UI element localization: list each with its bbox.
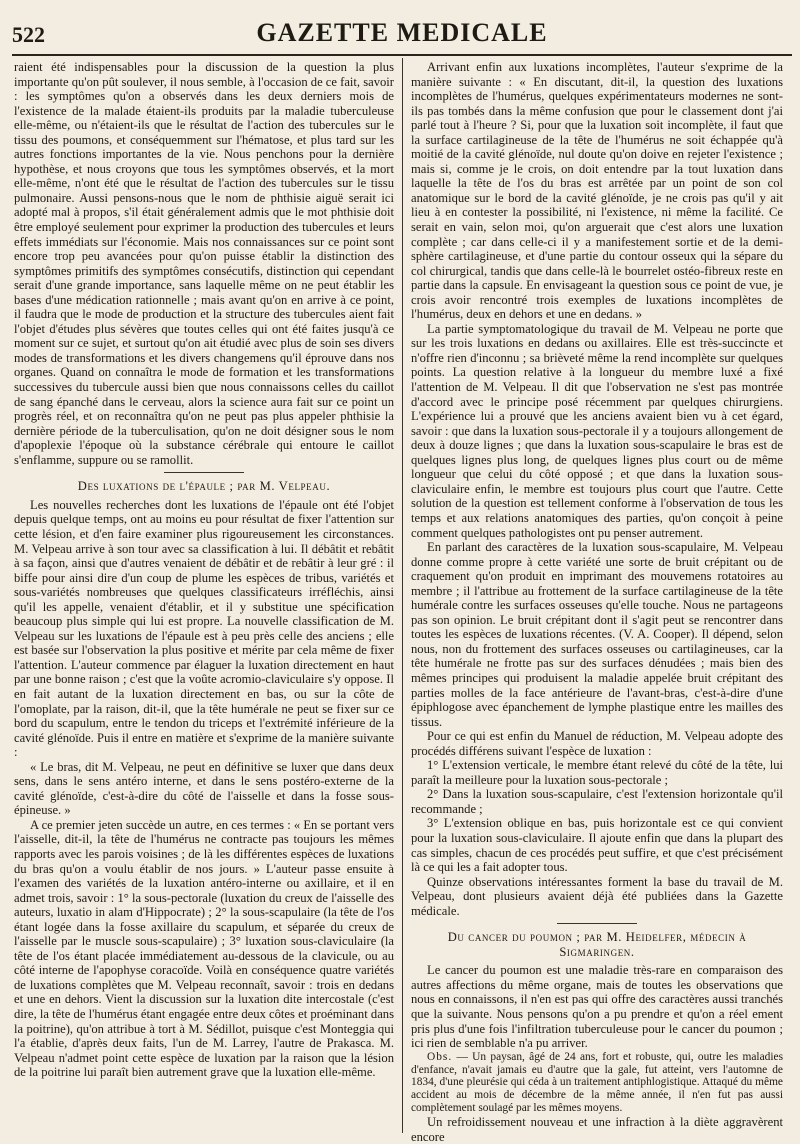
section-separator [557, 923, 637, 924]
column-divider [402, 58, 403, 1133]
left-column [14, 60, 394, 1133]
page-number: 522 [12, 22, 45, 47]
paragraph: Pour ce qui est enfin du Manuel de réduction, M. Velpeau adopte des procédés différens suivant l'espèce de luxation : [411, 729, 783, 758]
paragraph: Le cancer du poumon est une maladie très-rare en comparaison des autres affections du même organe, mais de toutes les observations que nous en connaissons, il n'en est pas qui offre des caractères aussi tranchés que la suivante. Nous pensons qu'on a pu prendre et qu'on a réel ement pris plus d'une fois l'infiltration tuberculeuse pour le cancer du poumon ; ici rien de semblable n'a pu arriver. [411, 963, 783, 1051]
paragraph: « Le bras, dit M. Velpeau, ne peut en définitive se luxer que dans deux sens, dans le sens antéro interne, et dans le sens postéro-externe de la cavité glénoïde, c'est-à-dire du côté de l'aisselle et dans la fosse sous-épineuse. » [14, 759, 394, 818]
observation-text: — Un paysan, âgé de 24 ans, fort et robuste, qui, outre les maladies d'enfance, n'avait jamais eu d'autre que la gale, fut atteint, vers l'automne de 1834, d'une pleurésie qui céda à un traitement antiphlogistique. Attaqué du même accident au mois de décembre de la même année, il n'en fut pas aussi complètement soulagé par les mêmes moyens. [411, 1050, 783, 1115]
paragraph: raient été indispensables pour la discussion de la question la plus importante qu'on pût soulever, il nous semble, à l'occasion de ce fait, savoir : les symptômes qu'on a observés dans les deux derniers mois de l'existence de la malade étaient-ils produits par la maladie tuberculeuse elle-même, ou n'étaient-ils que le résultat de l'action des tubercules sur le tissu des poumons, et conséquemment sur l'hématose, et plus tard sur les autres fonctions importantes de la vie. Nous penchons pour la dernière hypothèse, et nous croyons que tous les symptômes observés, et la mort elle-même, n'ont été que le résultat de l'action des tubercules sur le tissu pulmonaire. Aussi pensons-nous que le nom de phthisie aiguë serait ici adopté mal à propos, s'il était généralement admis que le mot phthisie doit être employé seulement pour exprimer la production des tubercules et leurs effets immédiats sur l'économie. Mais nos connaissances sur ce point sont encore trop peu avancées pour qu'on puisse établir la distinction des symptômes primitifs des symptômes consécutifs, distinction qui cependant serait d'une grande importance, sans laquelle même on ne peut établir les bases d'une médication rationnelle ; mais avant qu'on en arrive à ce point, il faudra que le mode de production et la structure des tubercules aient fait l'objet d'études plus sévères que toutes celles qui ont été faites jusqu'à ce moment sur ce sujet, et surtout qu'on ait étudié avec plus de soin ses divers modes de transformations et les divers changemens qu'il éprouve dans nos organes. Quand on connaîtra le mode de formation et les transformations successives du tubercule aussi bien que nous connaissons celles du caillot de sang épanché dans le cerveau, alors la science aura fait sur ce point un progrès réel, et on reconnaîtra qu'on ne peut pas plus appeler phthisie la dernière période de la tuberculisation, qu'on ne doit désigner sous le nom d'apoplexie l'époque où la substance cérébrale qui entoure le caillot s'enflamme, suppure ou se ramollit. [14, 60, 394, 467]
observation-label: Obs. [427, 1050, 453, 1063]
paragraph: A ce premier jeten succède un autre, en ces termes : « En se portant vers l'aisselle, dit-il, la tête de l'humérus ne contracte pas toujours les mêmes rapports avec les parois voisines ; de là les différentes espèces de luxations du bras qu'on a voulu établir de nos jours. » L'auteur passe ensuite à l'examen des variétés de la luxation antéro-interne ou axillaire, et il en admet trois, savoir : 1° la sous-pectorale (luxation du creux de l'aisselle des auteurs, luxatio in alam d'Hippocrate) ; 2° la sous-scapulaire (la tête de l'os étant logée dans la fosse axillaire du scapulum, et séparée du creux de l'aisselle par le muscle sous-scapulaire) ; 3° luxation sous-claviculaire (la tête de l'os étant placée immédiatement au-dessous de la clavicule, ou au côté interne de l'apophyse coracoïde. Voilà en conséquence quatre variétés de luxations complètes que M. Velpeau reconnaît, savoir : trois en dedans et une en dehors. Vient la discussion sur la luxation dite intercostale (c'est dire, la tête de l'humérus étant engagée entre deux côtes et proéminant dans la poitrine), qu'on attribue à tort à M. Sédillot, puisque c'est Monteggia qui l'a établie, d'après deux faits, l'un de M. Larrey, l'autre de Prakasca. M. Velpeau n'admet point cette espèce de luxation par la raison que la lésion de la poitrine lui paraît bien autrement grave que la luxation elle-même. [14, 817, 394, 1080]
paragraph: 1° L'extension verticale, le membre étant relevé du côté de la tête, lui paraît la meilleure pour la luxation sous-pectorale ; [411, 758, 783, 787]
journal-title: GAZETTE MEDICALE [256, 18, 548, 47]
paragraph: Les nouvelles recherches dont les luxations de l'épaule ont été l'objet depuis quelque temps, ont au moins eu pour résultat de fixer l'attention sur cette lésion, et d'en faire examiner plus rigoureusement les circonstances. M. Velpeau arrive à son tour avec sa classification à lui. Il débâtit et rebâtit à sa façon, ainsi que d'autres venaient de débâtir et de rebâtir à leur gré : il biffe pour ainsi dire d'un coup de plume les espèces de tribus, variétés et sous-variétés nombreuses que quelques classificateurs irréfléchis, ainsi qu'il les appelle, venaient d'établir, et il y substitue une spécification beaucoup plus simple qui lui est propre. La nouvelle classification de M. Velpeau sur les luxations de l'épaule est à peu près celle des anciens ; elle est basée sur l'observation la plus positive et mérite par cela même de fixer l'attention. L'auteur commence par élaguer la luxation directement en haut par une bonne raison ; c'est que la voûte acromio-claviculaire s'y oppose. Il en fait autant de la luxation directement en bas, ou sur la côte de l'omoplate, par la raison, dit-il, que la tête humérale ne peut se fixer sur ce bord du scapulum, entre le tendon du triceps et l'extrémité inférieure de la cavité glénoïde. Puis il entre en matière et s'exprime de la manière suivante : [14, 497, 394, 760]
paragraph: En parlant des caractères de la luxation sous-scapulaire, M. Velpeau donne comme propre à cette variété une sorte de bruit crépitant ou de craquement qu'on produit en imprimant des mouvemens rotatoires au membre ; il l'attribue au frottement de la surface cartilagineuse de la tête humérale contre les surfaces osseuses qu'elle touche. Nous ne partageons pas son opinion. Le bruit crépitant dont il s'agit peut se rencontrer dans toutes les espèces de luxations récentes. (V. A. Cooper). Il dépend, selon nous, non du frottement des surfaces osseuses ou cartilagineuses, car la tête humérale ne frotte pas sur des surfaces dénudées ; mais bien des mêmes principes qui produisent la maladie appelée bruit crépitant des parties molles de la face antérieure de l'avant-bras, c'est-à-dire d'une épiphlogose avec épanchement de lymphe plastique entre les mailles des tissus. [411, 540, 783, 729]
page-header [12, 14, 792, 56]
right-column [411, 60, 783, 1144]
paragraph: Un refroidissement nouveau et une infraction à la diète aggravèrent encore [411, 1115, 783, 1144]
paragraph: 2° Dans la luxation sous-scapulaire, c'est l'extension horizontale qu'il recommande ; [411, 787, 783, 816]
paragraph: La partie symptomatologique du travail de M. Velpeau ne porte que sur les trois luxations en dedans ou axillaires. Elle est très-succincte et n'offre rien d'inconnu ; sa brièveté même la rend incomplète sur quelques points. La question relative à la longueur du membre luxé a fixé l'attention de M. Velpeau. Il dit que l'observation ne s'est pas montrée d'accord avec le principe posé récemment par quelques chirurgiens. L'expérience lui a prouvé que les anciens avaient bien vu à cet égard, savoir : que dans la luxation sous-pectorale il y a toujours allongement de deux à douze lignes ; que dans la luxation sous-scapulaire le bras est de quelques lignes plus long, de quelques lignes plus court ou de même longueur que celui du côté opposé ; et que dans la luxation sous-claviculaire enfin, le membre est toujours plus court que l'autre. Cette solution de la question est tellement conforme à l'observation de tous les temps et aux relations anatomiques des parties, qu'on conçoit à peine comment quelques pathologistes ont pu penser autrement. [411, 321, 783, 540]
paragraph: Arrivant enfin aux luxations incomplètes, l'auteur s'exprime de la manière suivante : « En discutant, dit-il, la question des luxations incomplètes de l'humérus, quelques expérimentateurs modernes ne sont-ils pas tombés dans la même confusion que pour le classement dont j'ai parlé tout à l'heure ? Si, pour que la luxation soit incomplète, il faut que la surface cartilagineuse de la tête de l'humérus ne soit échappée qu'à moitié de la cavité glénoïde, nul doute qu'on doive en rejeter l'existence ; mais si, comme je le crois, on doit entendre par la tout luxation dans laquelle la tête de l'os du bras est arrêtée par un point de son col anatomique sur le bord de la cavité glénoïde, je ne crois pas qu'il y ait lieu à en contester la possibilité, ni l'existence, ni même la facilité. Ce serait en vain, selon moi, qu'on arguerait que c'est alors une luxation complète ; car dans celle-ci il y a manifestement sortie et de la demi-sphère cartilagineuse, et d'une partie du contour osseux qui la sépare du col chirurgical, tandis que dans celle-là le bourrelet ostéo-fibreux reste en partie dans la capsule. En envisageant la question sous ce point de vue, je crois avoir rencontré trois exemples de luxations incomplètes de l'humérus, deux en dehors et une en dedans. » [411, 60, 783, 322]
observation-paragraph [411, 1051, 783, 1116]
section-title: Du cancer du poumon ; par M. Heidelfer, médecin à Sigmaringen. [447, 930, 747, 959]
paragraph: 3° L'extension oblique en bas, puis horizontale est ce qui convient pour la luxation sous-claviculaire. Il ajoute enfin que dans la plupart des cas simples, chacun de ces procédés peut suffire, et que c'est précisément là ce qui les a fait adopter tous. [411, 816, 783, 875]
section-separator [164, 472, 244, 473]
section-title: Des luxations de l'épaule ; par M. Velpeau. [77, 479, 331, 494]
paragraph: Quinze observations intéressantes forment la base du travail de M. Velpeau, dont plusieurs avaient déjà été publiées dans la Gazette médicale. [411, 874, 783, 918]
